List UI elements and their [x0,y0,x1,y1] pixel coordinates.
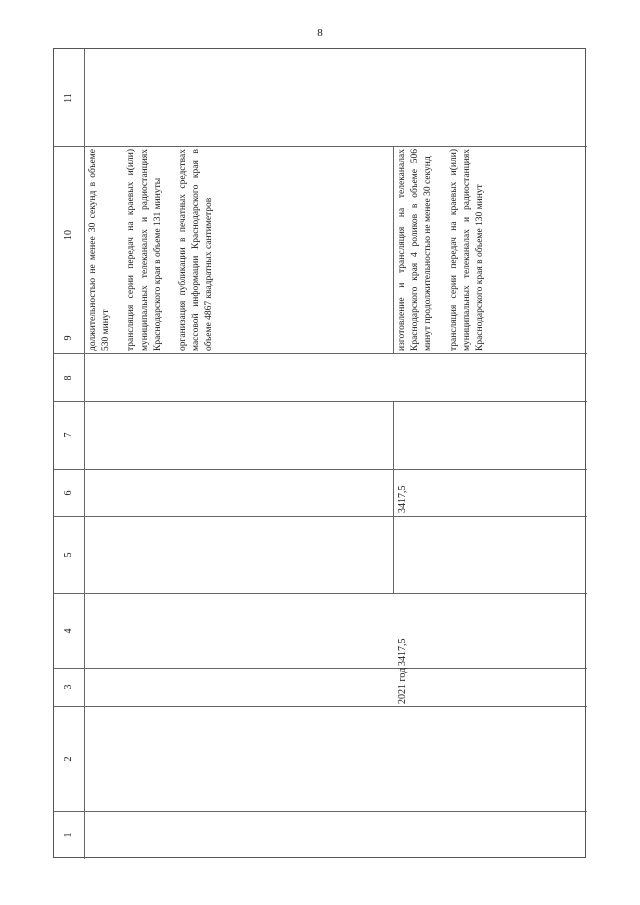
column-number-4: 4 [63,628,74,634]
row1-col10-cell [87,149,217,351]
column-number-5: 5 [63,552,74,558]
text-paragraph: изготовление и трансляция на телеканалах Краснодарского края 4 роликов в объеме 506 минут продолжительностью не менее 30 секунд [397,149,434,351]
row-divider [393,401,394,593]
column-divider [54,516,587,517]
column-divider [54,593,587,594]
column-divider [54,668,587,669]
text-paragraph: должительностью не менее 30 секунд в объеме 530 минут [88,149,112,351]
column-number-6: 6 [63,490,74,496]
row2-col10-cell [396,149,487,351]
row2-col4-value: 2021 год [397,667,408,704]
column-number-8: 8 [63,375,74,381]
column-divider [54,469,587,470]
column-divider [54,706,587,707]
column-number-9: 9 [63,335,74,341]
row2-col7-value: 3417,5 [397,485,408,513]
column-divider [54,811,587,812]
header-divider [84,49,85,859]
column-number-10: 10 [63,230,74,240]
row2-col5-value: 3417,5 [397,638,408,666]
document-table [53,48,586,858]
column-divider [54,353,587,354]
page-number: 8 [317,27,323,39]
text-paragraph: трансляция серии передач на краевых и(или) муниципальных телеканалах и радиостанциях Краснодарского края в объеме 130 минут [448,149,486,351]
column-number-2: 2 [63,756,74,762]
column-divider [54,401,587,402]
text-paragraph: организация публикации в печатных средствах массовой информации Краснодарского края в объеме 4867 квадратных сантиметров [178,149,215,351]
column-number-1: 1 [63,832,74,838]
column-divider [54,146,587,147]
column-number-11: 11 [63,93,74,103]
row-divider [393,146,394,353]
column-number-3: 3 [63,684,74,690]
text-paragraph: трансляция серии передач на краевых и(или) муниципальных телеканалах и радиостанциях Краснодарского края в объеме 131 минуты [126,149,163,351]
column-number-7: 7 [63,432,74,438]
